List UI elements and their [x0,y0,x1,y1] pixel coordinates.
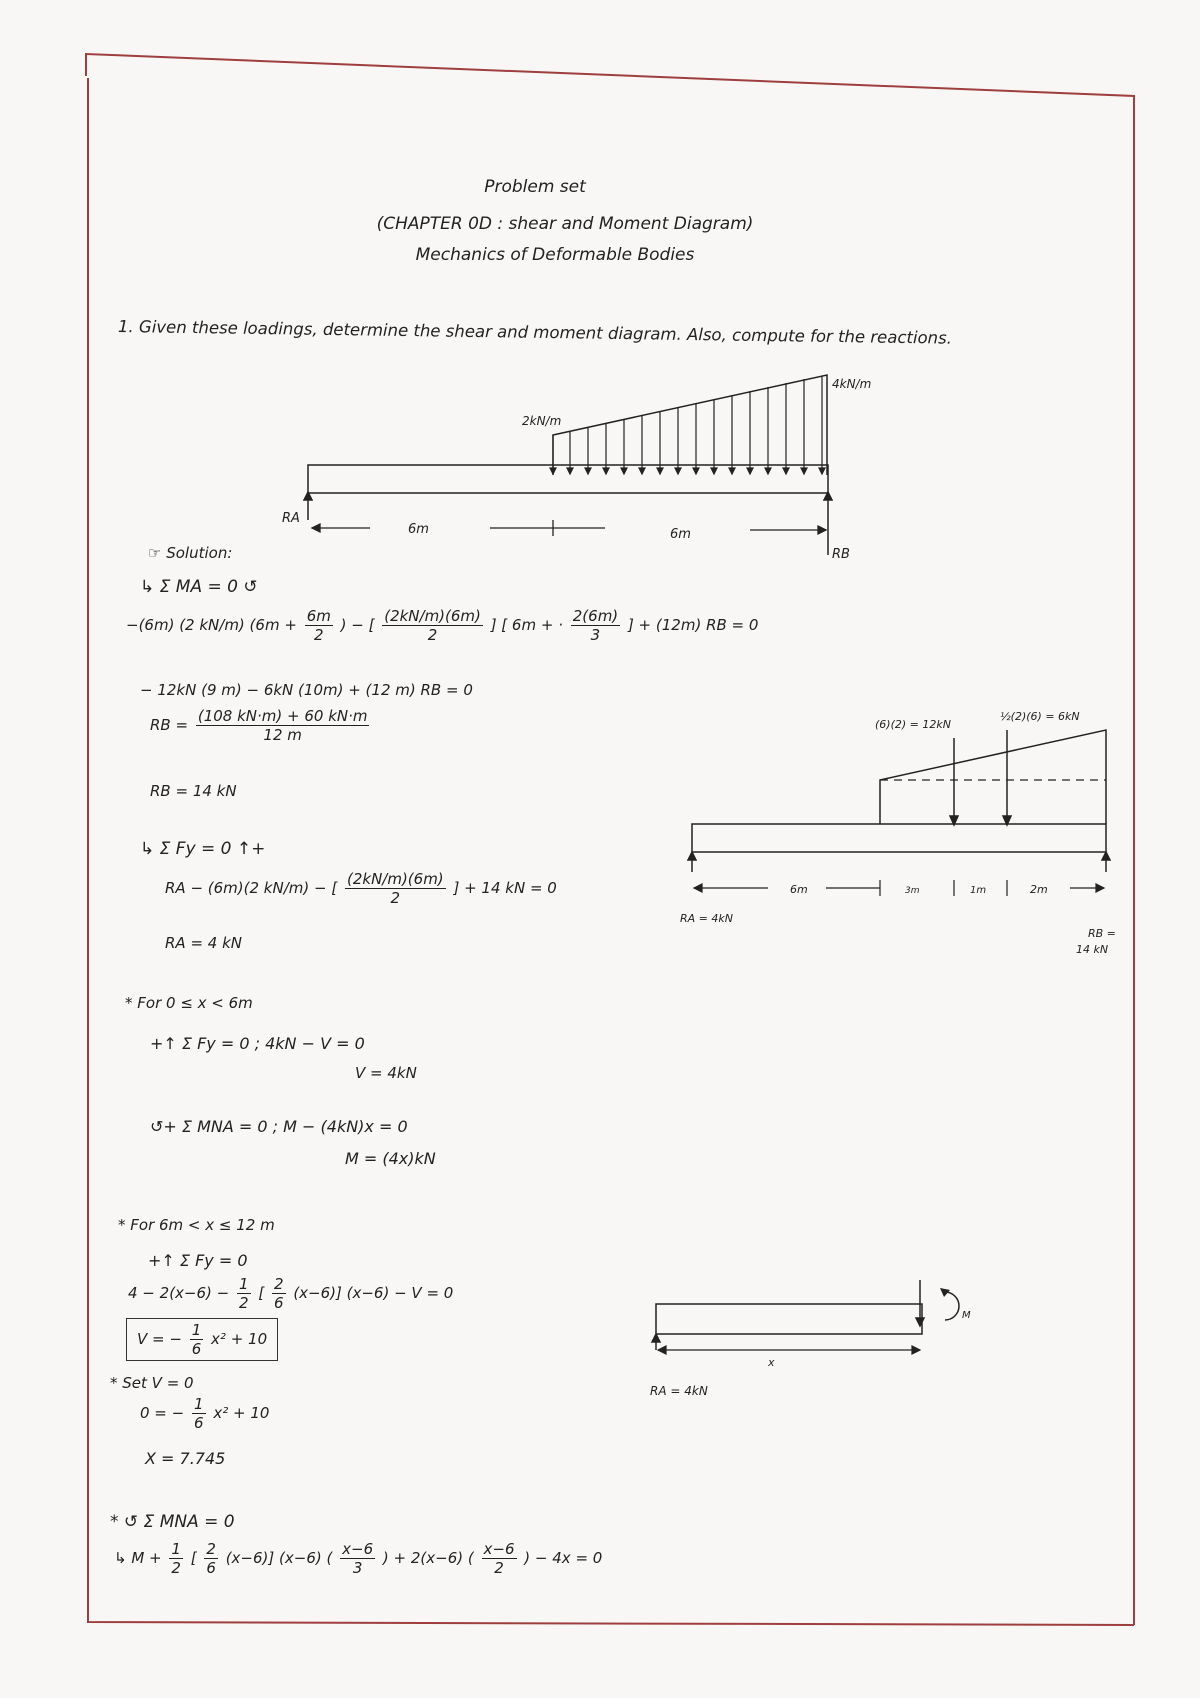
beam-diagram-1 [260,370,900,570]
dimension-line [312,520,826,536]
moment-arrow [945,1292,959,1320]
shear-arrow [916,1280,924,1326]
x-result: X = 7.745 [145,1449,226,1468]
support-a-arrow [304,492,312,520]
moment-sum-2: * ↺ Σ MNA = 0 [110,1512,235,1532]
reaction-a-label: RA [282,511,300,526]
ra-label-2: RA = 4kN [680,912,733,925]
solution-icon: ☞ [148,544,167,562]
equation-moment-b: − 12kN (9 m) − 6kN (10m) + (12 m) RB = 0 [140,681,473,699]
ra-label-3: RA = 4kN [650,1384,708,1398]
span-left-label: 6m [408,522,429,537]
span-right-label: 6m [670,527,691,542]
beam-diagram-2 [680,700,1120,970]
resultant-arrows [950,730,1011,825]
support-b-arrow [824,492,832,555]
fy-sum: ↳ Σ Fy = 0 ↑+ [140,839,266,859]
segment-2-fy: +↑ Σ Fy = 0 [148,1251,248,1270]
length-x-label: x [768,1356,775,1369]
segment-1-fy: +↑ Σ Fy = 0 ; 4kN − V = 0 [150,1034,365,1053]
moment-sum-a: ↳ Σ MA = 0 ↺ [140,577,258,597]
set-v-equation: 0 = − $\frac{1}{6}$ x² + 10 [140,1395,270,1432]
rb-equation: RB = $\frac{(108 kN\cdot m) + 60 kN\cdot m}{12 m}$ [150,707,368,744]
load-left-label: 2kN/m [522,414,562,428]
load-right-label: 4kN/m [832,377,872,391]
segment-2-shear-equation: 4 − 2(x−6) − $\frac{1}{2}$ [ $\frac{2}{6}$ (x−6)] (x−6) − V = 0 [128,1275,454,1312]
segment-1-m-result: M = (4x)kN [345,1149,436,1168]
ra-equation: RA − (6m)(2 kN/m) − [ $\frac{(2kN/m)(6m)}{2}$ ] + 14 kN = 0 [165,870,557,907]
rb-value-2: 14 kN [1076,943,1109,956]
ra-result: RA = 4 kN [165,934,243,952]
beam-section [656,1304,922,1334]
equation-moment-a: −(6m) (2 kN/m) (6m + $\frac{6m}{2}$ ) − [ $\frac{(2kN/m)(6m)}{2}$ ] [ 6m + · $\frac{2(6m)}{3}$ ] + (12m) RB = 0 [126,607,759,644]
dim-6m: 6m [790,883,808,896]
segment-1-v: V = 4kN [355,1064,417,1082]
support-arrows-2 [688,852,1110,872]
dim-2m: 2m [1030,883,1048,896]
segment-1-title: * For 0 ≤ x < 6m [125,994,253,1012]
reaction-b-label: RB [832,547,850,562]
dim-1m: 1m [970,885,987,896]
rect-force-label: (6)(2) = 12kN [875,718,951,731]
chapter-title: (CHAPTER 0D : shear and Moment Diagram) [376,214,754,234]
segment-1-moment: ↺+ Σ MNA = 0 ; M − (4kN)x = 0 [150,1117,408,1136]
trapezoid-load [880,730,1106,824]
segment-2-moment-equation: ↳ M + $\frac{1}{2}$ [ $\frac{2}{6}$ (x−6)] (x−6) ( $\frac{x-6}{3}$ ) + 2(x−6) ( $\frac{x-6}{2}$ ) − 4x = 0 [114,1540,603,1577]
beam-diagram-3 [640,1270,1000,1410]
rb-label-2: RB = [1088,927,1116,940]
dimension-line-3 [658,1346,920,1354]
segment-2-title: * For 6m < x ≤ 12 m [118,1216,275,1234]
set-v-zero: * Set V = 0 [110,1374,194,1392]
support-arrow-3 [652,1334,660,1350]
course-title: Mechanics of Deformable Bodies [415,245,695,265]
solution-heading: ☞ Solution: [148,544,233,562]
rb-result: RB = 14 kN [150,782,237,800]
moment-m-label: M [962,1310,971,1321]
dim-3m: 3m [905,886,920,896]
problem-statement: 1. Given these loadings, determine the shear and moment diagram. Also, compute for the reactions. [117,317,953,348]
shear-result-box: V = − $\frac{1}{6}$ x² + 10 [126,1318,278,1361]
tri-force-label: ½(2)(6) = 6kN [1000,710,1080,723]
beam-2 [692,824,1106,852]
load-arrows [550,376,825,474]
page-title: Problem set [484,177,586,197]
